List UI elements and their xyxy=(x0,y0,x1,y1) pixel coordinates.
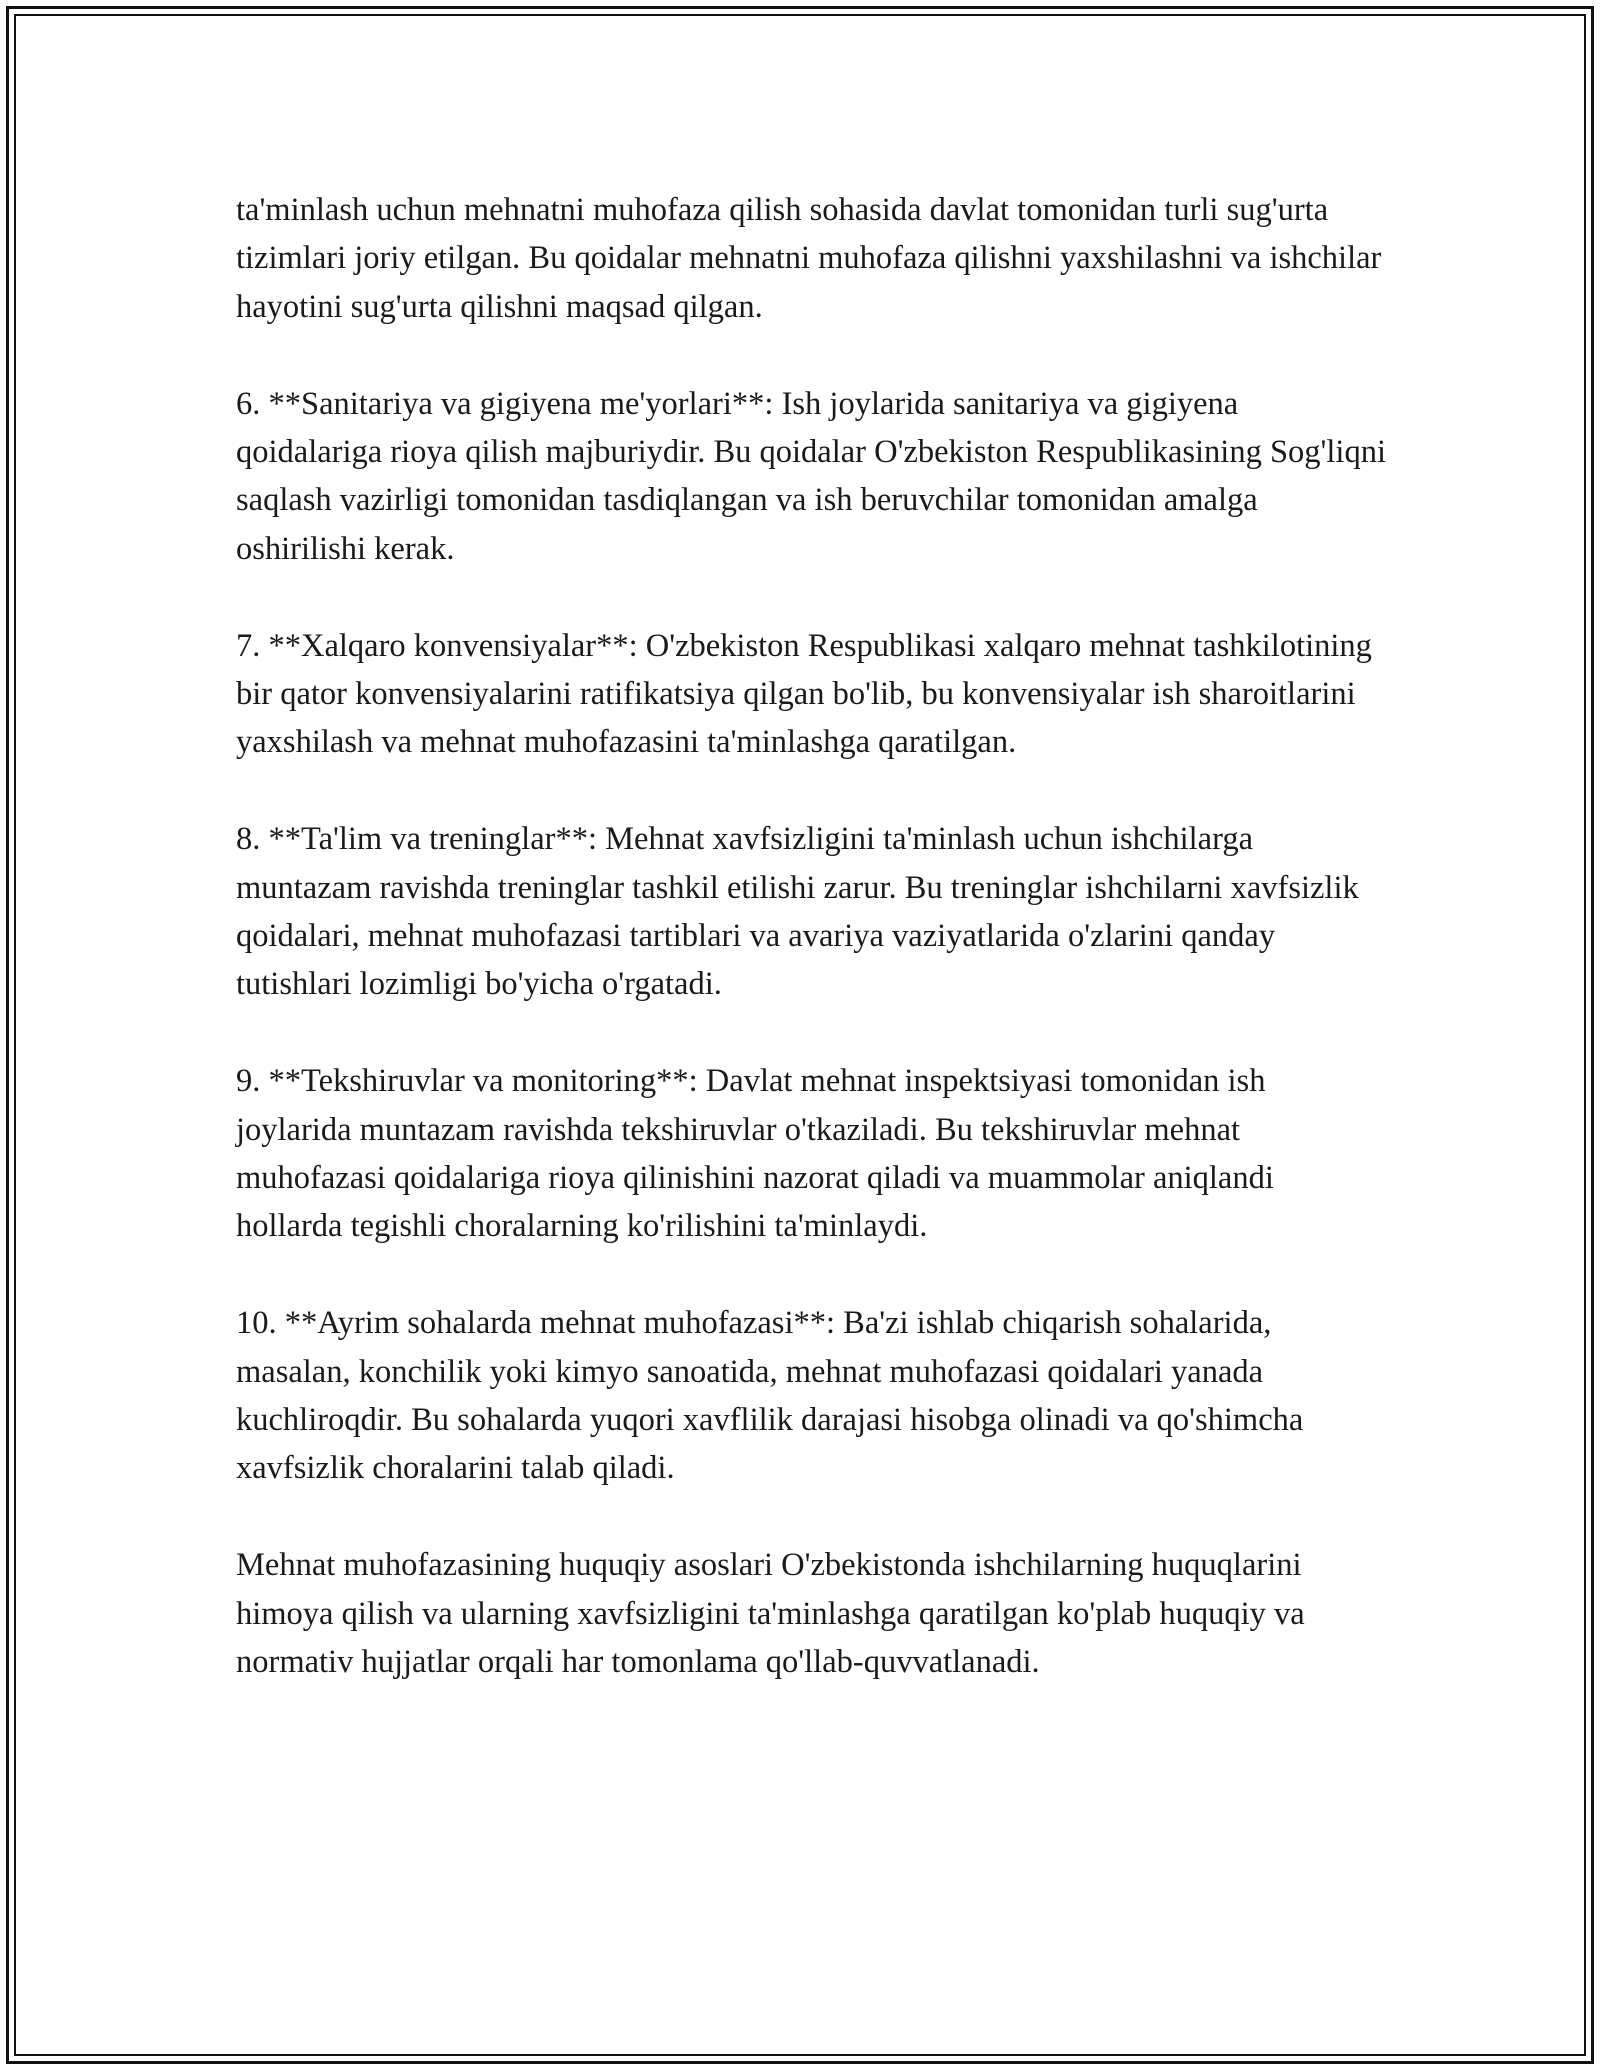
paragraph-conclusion: Mehnat muhofazasining huquqiy asoslari O'zbekistonda ishchilarning huquqlarini himoya qilish va ularning xavfsizligini ta'minlashga qaratilgan ko'plab huquqiy va normativ hujjatlar orqali har tomonlama qo'llab-quvvatlanadi. xyxy=(236,1547,1305,1681)
paragraph-item-8-training: 8. **Ta'lim va treninglar**: Mehnat xavfsizligini ta'minlash uchun ishchilarga muntazam ravishda treninglar tashkil etilishi zarur. Bu treninglar ishchilarni xavfsizlik qoidalari, mehnat muhofazasi tartiblari va avariya vaziyatlarida o'zlarini qanday tutishlari lozimligi bo'yicha o'rgatadi. xyxy=(236,821,1359,1003)
paragraph-item-9-inspections: 9. **Tekshiruvlar va monitoring**: Davlat mehnat inspektsiyasi tomonidan ish joylarida muntazam ravishda tekshiruvlar o'tkaziladi. Bu tekshiruvlar mehnat muhofazasi qoidalariga rioya qilinishini nazorat qiladi va muammolar aniqlandi hollarda tegishli choralarning ko'rilishini ta'minlaydi. xyxy=(236,1063,1274,1245)
paragraph-item-6-sanitation: 6. **Sanitariya va gigiyena me'yorlari**: Ish joylarida sanitariya va gigiyena qoidalariga rioya qilish majburiydir. Bu qoidalar O'zbekiston Respublikasining Sog'liqni saqlash vazirligi tomonidan tasdiqlangan va ish beruvchilar tomonidan amalga oshirilishi kerak. xyxy=(236,385,1386,567)
paragraph-item-10-sectors: 10. **Ayrim sohalarda mehnat muhofazasi**: Ba'zi ishlab chiqarish sohalarida, masalan, konchilik yoki kimyo sanoatida, mehnat muhofazasi qoidalari yanada kuchliroqdir. Bu sohalarda yuqori xavflilik darajasi hisobga olinadi va qo'shimcha xavfsizlik choralarini talab qiladi. xyxy=(236,1305,1304,1487)
document-body xyxy=(236,186,1386,1687)
paragraph-item-7-conventions: 7. **Xalqaro konvensiyalar**: O'zbekiston Respublikasi xalqaro mehnat tashkilotining bir qator konvensiyalarini ratifikatsiya qilgan bo'lib, bu konvensiyalar ish sharoitlarini yaxshilash va mehnat muhofazasini ta'minlashga qaratilgan. xyxy=(236,627,1372,761)
paragraph-insurance-continuation: ta'minlash uchun mehnatni muhofaza qilish sohasida davlat tomonidan turli sug'urta tizimlari joriy etilgan. Bu qoidalar mehnatni muhofaza qilishni yaxshilashni va ishchilar hayotini sug'urta qilishni maqsad qilgan. xyxy=(236,192,1382,325)
